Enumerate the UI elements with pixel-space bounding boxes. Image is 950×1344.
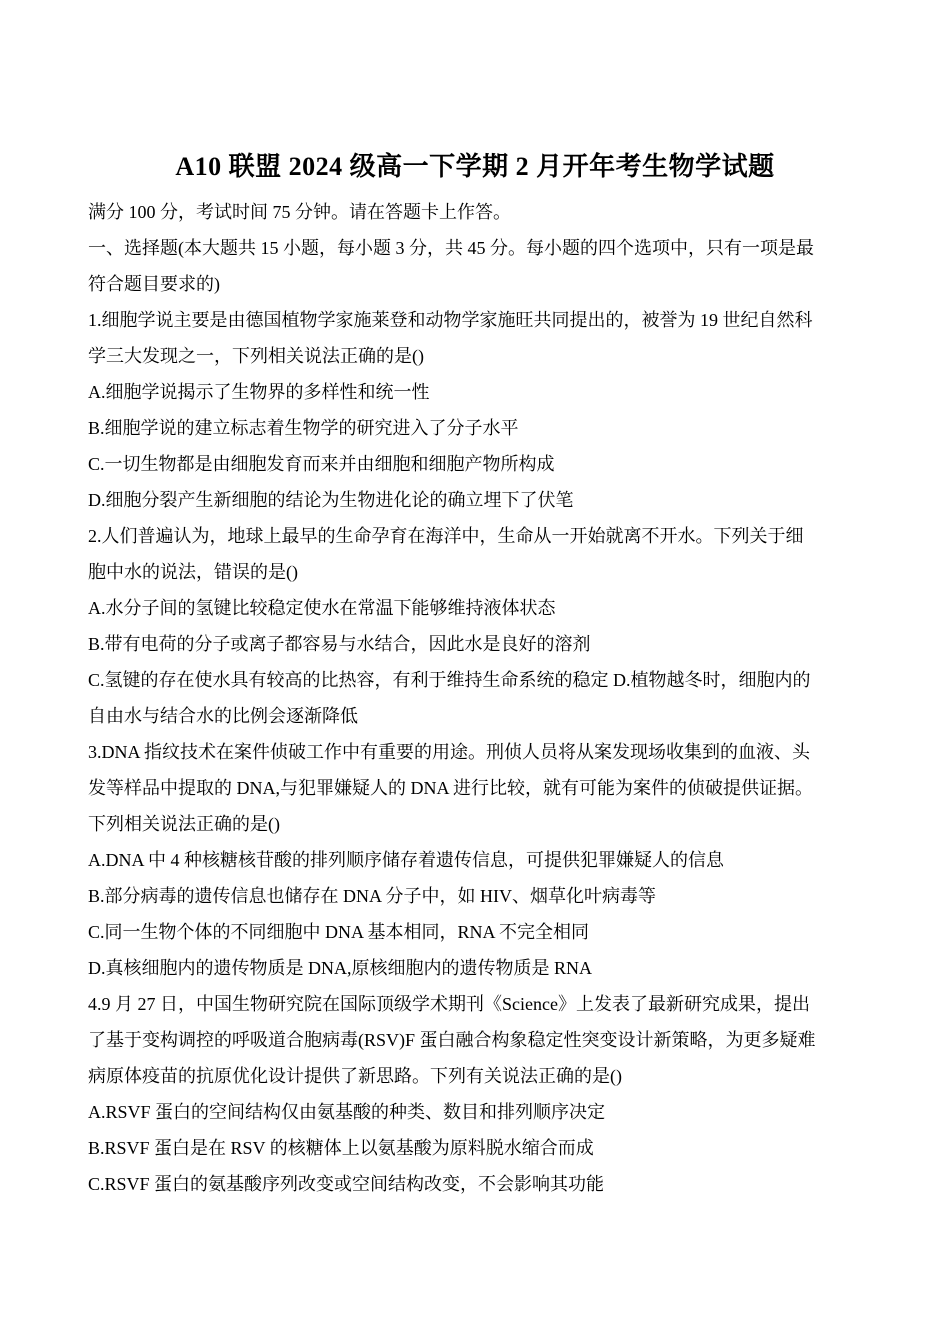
text-line: C.同一生物个体的不同细胞中 DNA 基本相同，RNA 不完全相同 <box>88 922 590 942</box>
text-line: B.RSVF 蛋白是在 RSV 的核糖体上以氨基酸为原料脱水缩合而成 <box>88 1138 594 1158</box>
text-line: D.真核细胞内的遗传物质是 DNA,原核细胞内的遗传物质是 RNA <box>88 958 592 978</box>
text-line: 1.细胞学说主要是由德国植物学家施莱登和动物学家施旺共同提出的，被誉为 19 世纪自然科 <box>88 310 813 330</box>
text-line: B.细胞学说的建立标志着生物学的研究进入了分子水平 <box>88 418 519 438</box>
text-line: 满分 100 分，考试时间 75 分钟。请在答题卡上作答。 <box>88 202 511 222</box>
text-line: C.氢键的存在使水具有较高的比热容，有利于维持生命系统的稳定 D.植物越冬时，细胞内的 <box>88 670 811 690</box>
text-line: D.细胞分裂产生新细胞的结论为生物进化论的确立埋下了伏笔 <box>88 490 574 510</box>
text-line: A.细胞学说揭示了生物界的多样性和统一性 <box>88 382 430 402</box>
text-line: 3.DNA 指纹技术在案件侦破工作中有重要的用途。刑侦人员将从案发现场收集到的血液、头 <box>88 742 810 762</box>
document-title: A10 联盟 2024 级高一下学期 2 月开年考生物学试题 <box>175 152 775 181</box>
text-line: B.带有电荷的分子或离子都容易与水结合，因此水是良好的溶剂 <box>88 634 591 654</box>
text-line: 4.9 月 27 日，中国生物研究院在国际顶级学术期刊《Science》上发表了最新研究成果，提出 <box>88 994 810 1014</box>
text-line: 胞中水的说法，错误的是() <box>88 562 298 582</box>
text-line: 下列相关说法正确的是() <box>88 814 280 834</box>
text-line: 病原体疫苗的抗原优化设计提供了新思路。下列有关说法正确的是() <box>88 1066 622 1086</box>
text-line: 了基于变构调控的呼吸道合胞病毒(RSV)F 蛋白融合构象稳定性突变设计新策略，为更多疑难 <box>88 1030 816 1050</box>
text-line: A.RSVF 蛋白的空间结构仅由氨基酸的种类、数目和排列顺序决定 <box>88 1102 606 1122</box>
text-line: 学三大发现之一，下列相关说法正确的是() <box>88 346 424 366</box>
text-line: A.水分子间的氢键比较稳定使水在常温下能够维持液体状态 <box>88 598 556 618</box>
text-line: 2.人们普遍认为，地球上最早的生命孕育在海洋中，生命从一开始就离不开水。下列关于细 <box>88 526 804 546</box>
text-line: B.部分病毒的遗传信息也储存在 DNA 分子中，如 HIV、烟草化叶病毒等 <box>88 886 656 906</box>
text-line: 自由水与结合水的比例会逐渐降低 <box>88 706 358 726</box>
text-line: C.RSVF 蛋白的氨基酸序列改变或空间结构改变，不会影响其功能 <box>88 1174 605 1194</box>
text-line: 符合题目要求的) <box>88 274 220 294</box>
text-line: C.一切生物都是由细胞发育而来并由细胞和细胞产物所构成 <box>88 454 555 474</box>
text-line: 发等样品中提取的 DNA,与犯罪嫌疑人的 DNA 进行比较，就有可能为案件的侦破提供证据。 <box>88 778 813 798</box>
text-line: A.DNA 中 4 种核糖核苷酸的排列顺序储存着遗传信息，可提供犯罪嫌疑人的信息 <box>88 850 724 870</box>
document-body <box>88 194 868 1202</box>
text-line: 一、选择题(本大题共 15 小题，每小题 3 分，共 45 分。每小题的四个选项中，只有一项是最 <box>88 238 814 258</box>
